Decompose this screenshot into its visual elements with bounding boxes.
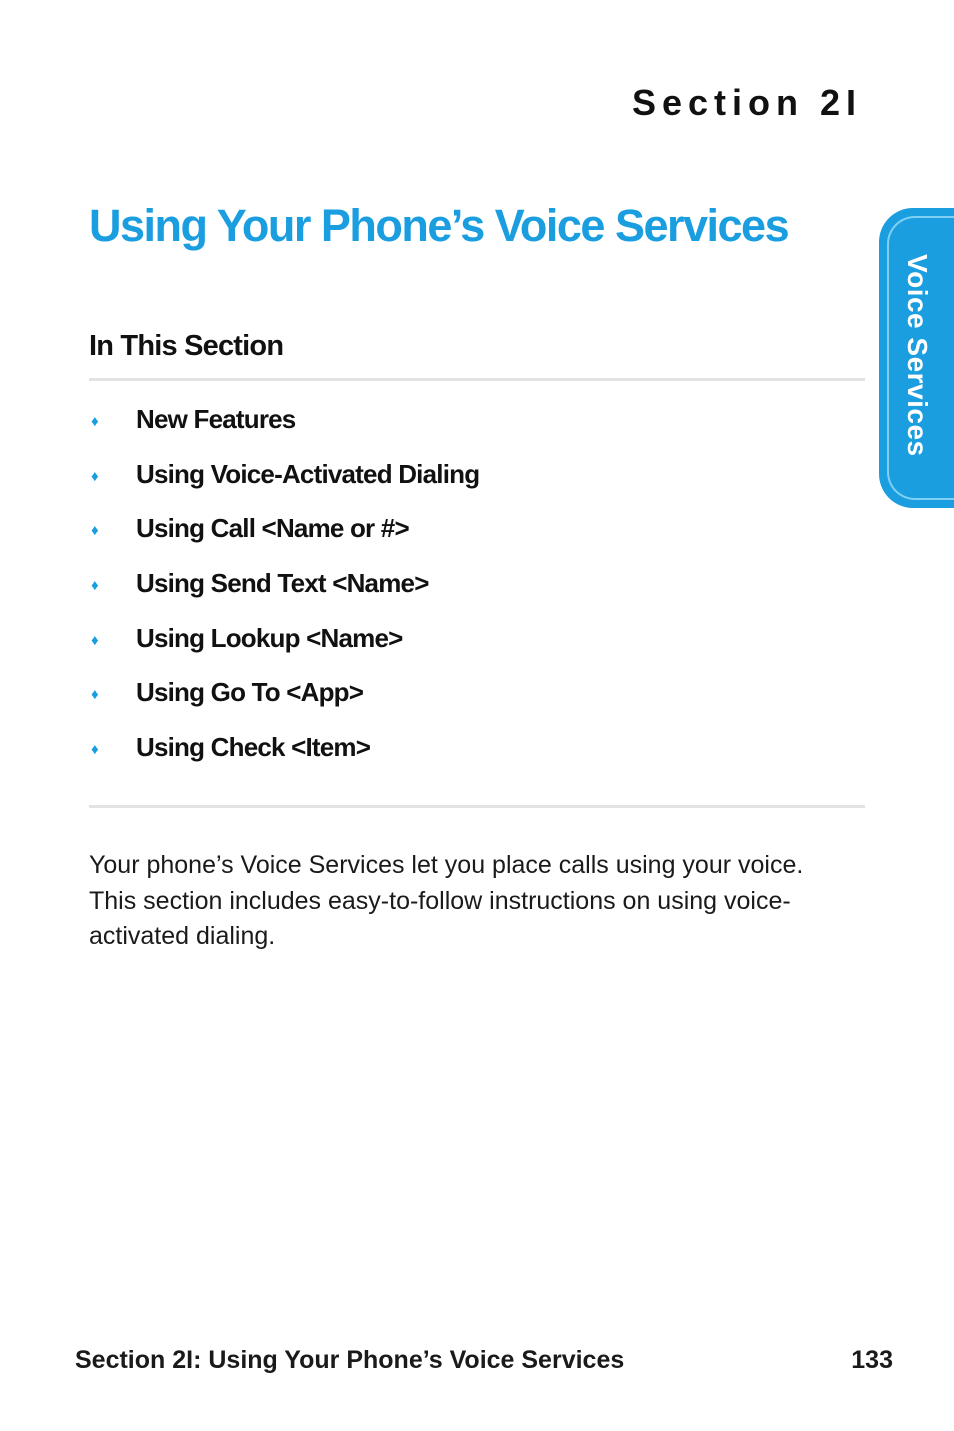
- side-tab-label: Voice Services: [902, 254, 933, 457]
- toc-item: [89, 513, 479, 568]
- intro-paragraph: Your phone’s Voice Services let you place calls using your voice. This section includes easy-to-follow instructions on using voice-activated dialing.: [89, 851, 804, 950]
- toc-list: [89, 404, 479, 787]
- diamond-bullet-icon: ♦: [91, 413, 99, 430]
- toc-item-label: Using Check <Item>: [136, 732, 371, 763]
- divider-top: [89, 378, 865, 381]
- toc-item: [89, 623, 479, 678]
- toc-item: [89, 459, 479, 514]
- toc-item: [89, 732, 479, 787]
- diamond-bullet-icon: ♦: [91, 686, 99, 704]
- toc-item-label: Using Go To <App>: [136, 677, 364, 708]
- section-label: Section 2I: [631, 82, 862, 123]
- toc-item-label: Using Lookup <Name>: [136, 622, 403, 653]
- diamond-bullet-icon: ♦: [91, 467, 99, 485]
- divider-bottom: [89, 805, 865, 808]
- toc-item-label: Using Send Text <Name>: [136, 568, 429, 599]
- side-tab: [879, 208, 954, 508]
- diamond-bullet-icon: ♦: [91, 577, 99, 595]
- toc-item-label: Using Call <Name or #>: [136, 513, 409, 544]
- in-this-section-heading: In This Section: [89, 330, 284, 362]
- toc-item: [89, 568, 479, 623]
- diamond-bullet-icon: ♦: [91, 631, 99, 649]
- diamond-bullet-icon: ♦: [91, 741, 99, 759]
- toc-item-label: New Features: [136, 404, 296, 434]
- diamond-bullet-icon: ♦: [91, 522, 99, 540]
- footer-section-title: Section 2I: Using Your Phone’s Voice Services: [75, 1346, 625, 1374]
- page-title: Using Your Phone’s Voice Services: [89, 200, 789, 251]
- page-number: 133: [851, 1346, 893, 1374]
- toc-item: [89, 404, 479, 459]
- toc-item: [89, 677, 479, 732]
- toc-item-label: Using Voice-Activated Dialing: [136, 458, 480, 489]
